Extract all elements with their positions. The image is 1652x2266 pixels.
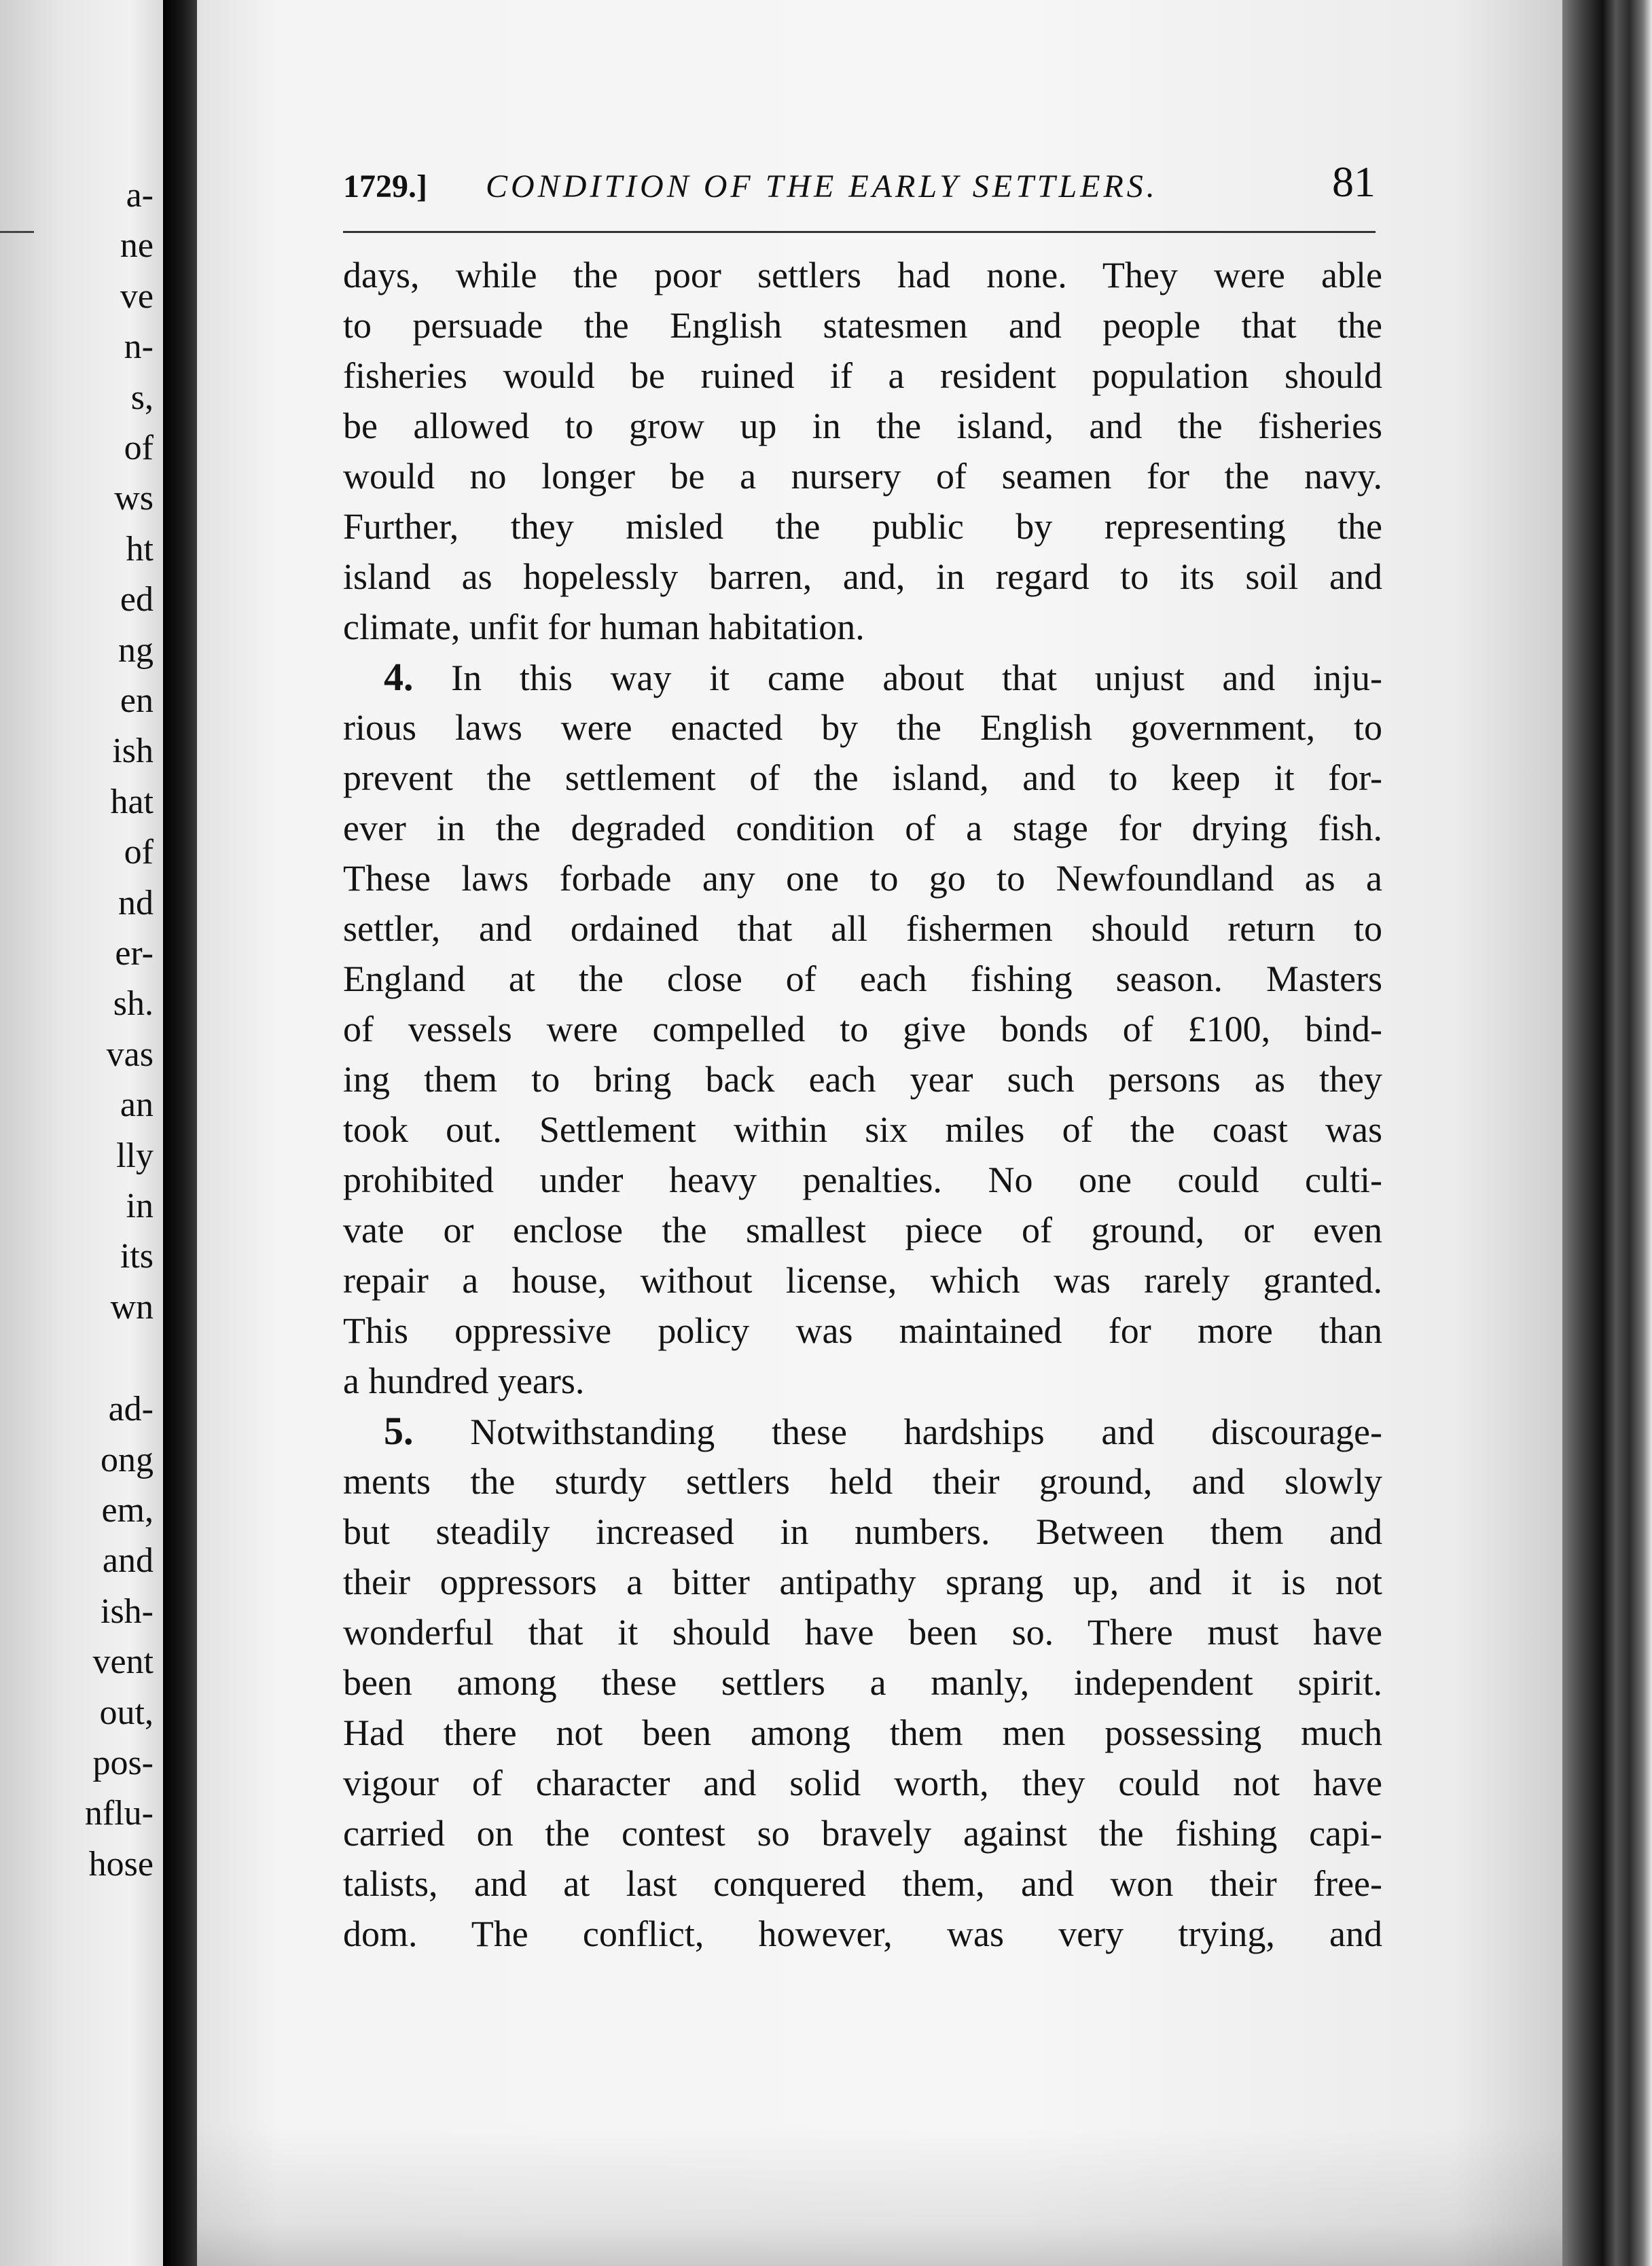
text-line: carried on the contest so bravely against the fishing capi-: [343, 1813, 1382, 1854]
text-line: Notwithstanding these hardships and discourage-: [470, 1411, 1383, 1452]
text-line: dom. The conflict, however, was very trying, and: [343, 1913, 1382, 1954]
text-line: island as hopelessly barren, and, in regard to its soil and: [343, 556, 1382, 597]
text-line: prohibited under heavy penalties. No one could culti-: [343, 1159, 1382, 1200]
text-line: took out. Settlement within six miles of the coast was: [343, 1109, 1382, 1150]
text-line: ever in the degraded condition of a stage for drying fish.: [343, 808, 1382, 848]
text-line: Further, they misled the public by representing the: [343, 506, 1382, 547]
text-line: vigour of character and solid worth, they could not have: [343, 1763, 1382, 1803]
header-year: 1729.]: [343, 168, 427, 204]
text-line: England at the close of each fishing season. Masters: [343, 958, 1382, 999]
page-shadow: [197, 2126, 1562, 2266]
text-line: wonderful that it should have been so. There must have: [343, 1612, 1382, 1653]
text-line: days, while the poor settlers had none. They were able: [343, 255, 1382, 295]
text-line: vate or enclose the smallest piece of ground, or even: [343, 1210, 1382, 1251]
text-line: of vessels were compelled to give bonds of £100, bind-: [343, 1009, 1382, 1049]
text-line: been among these settlers a manly, independent spirit.: [343, 1662, 1382, 1703]
facing-page-fragment-line: ht: [126, 529, 154, 569]
facing-page-fragment-line: n-: [124, 327, 154, 367]
facing-page-fragment-line: er-: [115, 934, 154, 973]
facing-page-fragment-line: vas: [106, 1035, 154, 1074]
facing-page-rule: [0, 231, 34, 233]
text-line: prevent the settlement of the island, and to keep it for-: [343, 757, 1382, 798]
facing-page-fragment-line: ong: [101, 1440, 154, 1479]
text-line: Had there not been among them men possessing much: [343, 1712, 1382, 1753]
facing-page-fragment-line: hat: [110, 782, 154, 821]
text-line: climate, unfit for human habitation.: [343, 607, 865, 647]
facing-page-fragment-line: ish: [112, 732, 154, 771]
facing-page-fragment-line: ne: [120, 226, 154, 266]
running-title: CONDITION OF THE EARLY SETTLERS.: [486, 168, 1158, 204]
facing-page-fragment-line: em,: [101, 1491, 154, 1530]
paragraph-number: 4.: [384, 655, 414, 699]
text-line: repair a house, without license, which was rarely granted.: [343, 1260, 1382, 1301]
facing-page-fragment-line: hose: [88, 1844, 154, 1884]
text-line: ing them to bring back each year such persons as they: [343, 1059, 1382, 1100]
facing-page-fragment-line: ve: [120, 276, 154, 316]
running-header: [343, 153, 1376, 214]
text-line: be allowed to grow up in the island, and the fisheries: [343, 406, 1382, 446]
text-line-first: [343, 652, 1382, 702]
paragraph-continued: [343, 250, 1382, 652]
page-number: 81: [1332, 158, 1376, 206]
text-line: but steadily increased in numbers. Between them and: [343, 1511, 1382, 1552]
text-line: rious laws were enacted by the English government, to: [343, 707, 1382, 748]
body-text: [343, 250, 1382, 1959]
text-line: a hundred years.: [343, 1361, 585, 1401]
book-edge: [1562, 0, 1652, 2266]
facing-page-fragment-line: lly: [116, 1136, 154, 1175]
text-line: settler, and ordained that all fishermen should return to: [343, 908, 1382, 949]
text-line: ments the sturdy settlers held their ground, and slowly: [343, 1461, 1382, 1502]
header-rule: [343, 231, 1376, 233]
text-line: These laws forbade any one to go to Newfoundland as a: [343, 858, 1382, 899]
facing-page-fragment-line: ng: [118, 630, 154, 670]
facing-page-fragment-line: an: [120, 1085, 154, 1125]
text-line: fisheries would be ruined if a resident population should: [343, 355, 1382, 396]
facing-page-fragment-line: and: [102, 1541, 154, 1581]
facing-page-fragment-line: of: [124, 833, 154, 872]
text-line: In this way it came about that unjust and inju-: [451, 658, 1382, 698]
facing-page-fragment-line: vent: [92, 1642, 154, 1682]
facing-page-fragment-line: a-: [126, 176, 154, 215]
facing-page-fragment-line: nflu-: [84, 1794, 154, 1833]
text-line: would no longer be a nursery of seamen for the navy.: [343, 456, 1382, 497]
text-line: their oppressors a bitter antipathy sprang up, and it is not: [343, 1562, 1382, 1602]
paragraph-4: [343, 652, 1382, 1406]
facing-page-fragment-line: s,: [130, 378, 154, 417]
facing-page-fragment-line: ish-: [101, 1591, 154, 1631]
paragraph-5: [343, 1406, 1382, 1959]
text-line: This oppressive policy was maintained for more than: [343, 1310, 1382, 1351]
facing-page-fragment-line: its: [120, 1237, 154, 1276]
book-gutter: [163, 0, 197, 2266]
paragraph-number: 5.: [384, 1409, 414, 1453]
facing-page-fragment-line: sh.: [113, 984, 154, 1024]
text-line: to persuade the English statesmen and people that the: [343, 305, 1382, 346]
facing-page-fragment-line: out,: [99, 1693, 154, 1732]
facing-page-fragment-line: of: [124, 429, 154, 467]
facing-page-fragment-line: in: [126, 1187, 154, 1225]
facing-page-fragment-line: ws: [114, 479, 154, 518]
facing-page-fragment-line: en: [120, 681, 154, 720]
facing-page-fragment-line: ed: [120, 580, 154, 619]
text-line-first: [343, 1406, 1382, 1456]
text-line: talists, and at last conquered them, and won their free-: [343, 1863, 1382, 1904]
facing-page-fragment-line: wn: [110, 1287, 154, 1327]
facing-page-fragment-line: ad-: [108, 1390, 154, 1429]
facing-page-fragment: [0, 0, 163, 2266]
facing-page-fragment-line: nd: [118, 883, 154, 922]
facing-page-fragment-line: pos-: [92, 1744, 154, 1782]
